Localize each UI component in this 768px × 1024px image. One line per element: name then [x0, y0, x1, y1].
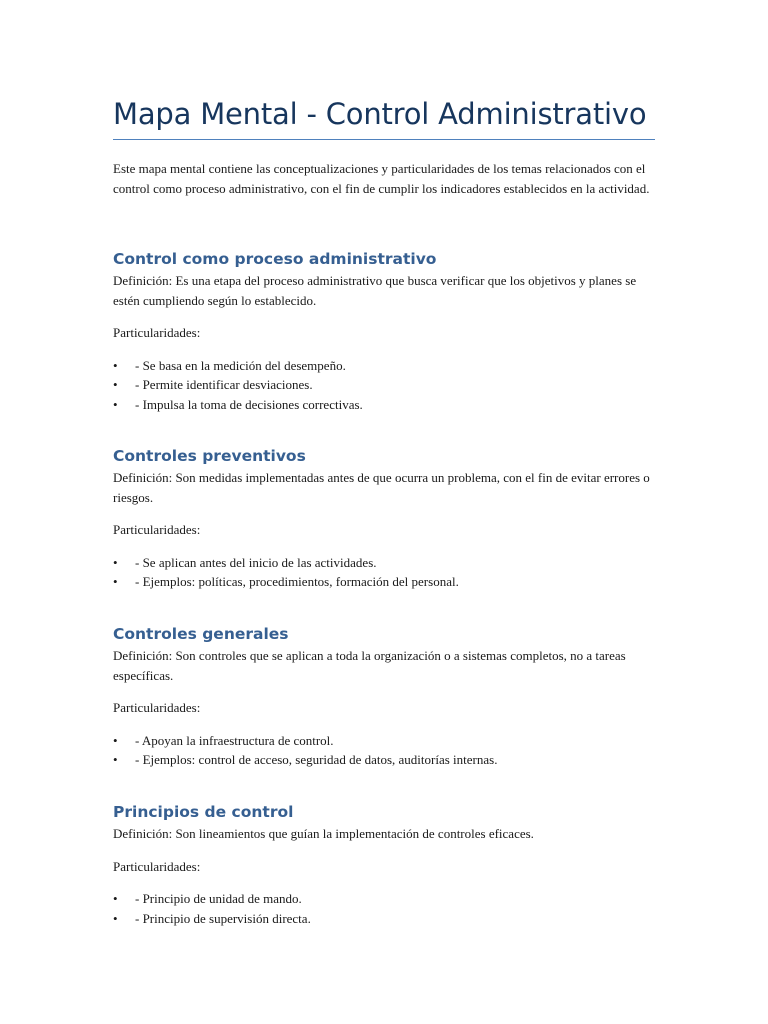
list-item: [113, 731, 655, 751]
section-controles-generales: [113, 623, 655, 770]
bullet-icon: •: [113, 891, 118, 906]
section-definition: Definición: Son controles que se aplican a toda la organización o a sistemas completos, no a tareas específicas.: [113, 648, 626, 683]
section-definition: Definición: Es una etapa del proceso administrativo que busca verificar que los objetivos y planes se estén cumpliendo según lo establecido.: [113, 273, 637, 308]
particularities-label: Particularidades:: [113, 325, 201, 340]
list-item-text: - Apoyan la infraestructura de control.: [135, 732, 334, 748]
list-item-text: - Principio de unidad de mando.: [135, 891, 302, 906]
list-item-text: - Ejemplos: control de acceso, seguridad de datos, auditorías internas.: [135, 752, 498, 767]
bullet-icon: •: [113, 752, 118, 767]
particularities-list: [113, 731, 655, 770]
section-definition: Definición: Son lineamientos que guían la implementación de controles eficaces.: [113, 826, 534, 841]
bullet-icon: •: [113, 910, 118, 926]
section-controles-preventivos: [113, 445, 655, 592]
list-item-text: - Principio de supervisión directa.: [135, 910, 311, 926]
list-item: [113, 553, 655, 573]
particularities-label: Particularidades:: [113, 522, 201, 537]
list-item-text: - Se aplican antes del inicio de las actividades.: [135, 554, 377, 570]
bullet-icon: •: [113, 574, 118, 589]
particularities-label: Particularidades:: [113, 700, 201, 715]
bullet-icon: •: [113, 396, 118, 412]
list-item-text: - Ejemplos: políticas, procedimientos, formación del personal.: [135, 574, 459, 589]
particularities-list: [113, 553, 655, 592]
particularities-list: [113, 356, 655, 415]
list-item: [113, 395, 655, 415]
bullet-icon: •: [113, 732, 118, 748]
section-control-proceso: [113, 248, 655, 414]
section-principios-control: [113, 801, 655, 928]
bullet-icon: •: [113, 377, 118, 392]
list-item-text: - Impulsa la toma de decisiones correctivas.: [135, 396, 363, 412]
section-heading: Principios de control: [113, 803, 294, 821]
list-item: [113, 889, 655, 909]
section-heading: Controles preventivos: [113, 447, 306, 465]
title-underline-rule: [113, 139, 655, 140]
document-title: Mapa Mental - Control Administrativo: [113, 97, 647, 131]
section-heading: Controles generales: [113, 625, 289, 643]
particularities-label: Particularidades:: [113, 858, 201, 874]
list-item: [113, 356, 655, 376]
section-heading: Control como proceso administrativo: [113, 250, 437, 268]
list-item-text: - Se basa en la medición del desempeño.: [135, 357, 346, 373]
list-item: [113, 375, 655, 395]
bullet-icon: •: [113, 357, 118, 373]
section-definition: Definición: Son medidas implementadas antes de que ocurra un problema, con el fin de evitar errores o riesgos.: [113, 470, 650, 505]
list-item: [113, 750, 655, 770]
list-item: [113, 909, 655, 929]
particularities-list: [113, 889, 655, 928]
intro-paragraph: Este mapa mental contiene las conceptualizaciones y particularidades de los temas relacionados con el control como proceso administrativo, con el fin de cumplir los indicadores establecidos en la actividad.: [113, 161, 650, 196]
list-item-text: - Permite identificar desviaciones.: [135, 377, 313, 392]
list-item: [113, 572, 655, 592]
bullet-icon: •: [113, 554, 118, 570]
